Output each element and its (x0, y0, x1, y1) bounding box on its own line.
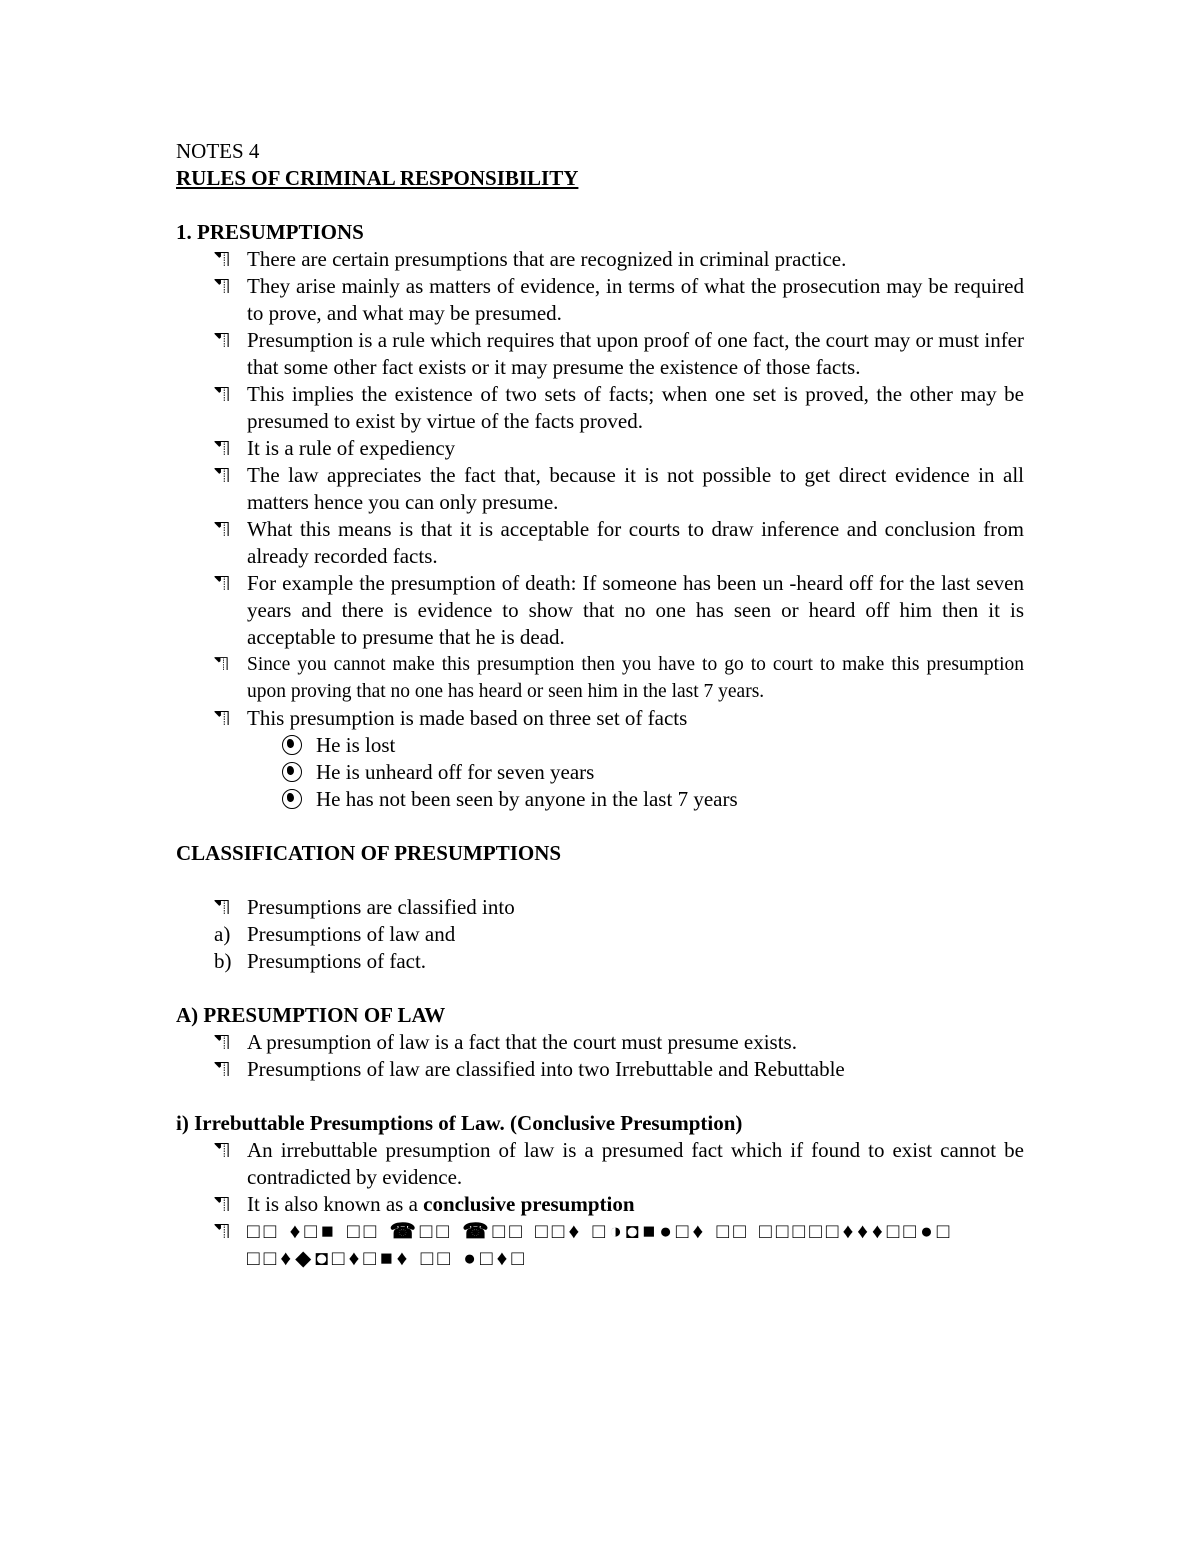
book-bullet-icon: ⛠ (214, 517, 231, 541)
list-item: ⛠ This implies the existence of two sets of facts; when one set is proved, the other may be presumed to exist by virtue of the facts proved. (214, 382, 1024, 433)
list-item: ⛠ It is also known as a conclusive presumption (214, 1192, 635, 1216)
book-bullet-icon: ⛠ (214, 382, 231, 406)
book-bullet-icon: ⛠ (214, 1219, 231, 1243)
book-bullet-icon: ⛠ (214, 895, 231, 919)
notes-label: NOTES 4 (176, 139, 260, 163)
globe-bullet-icon (282, 732, 302, 759)
globe-bullet-icon (282, 786, 302, 813)
list-item: ⛠ This presumption is made based on three set of facts (214, 706, 688, 730)
list-marker: b) (214, 949, 232, 973)
list-item: ⛠ What this means is that it is acceptable for courts to draw inference and conclusion from already recorded facts. (214, 517, 1024, 568)
list-item: ⛠ For example the presumption of death: If someone has been un -heard off for the last seven years and there is evidence to show that no one has seen or heard off him then it is acceptable to presume that he is dead. (214, 571, 1024, 649)
list-item: ⛠ Since you cannot make this presumption then you have to go to court to make this presumption upon proving that no one has heard or seen him in the last 7 years. (176, 651, 1024, 705)
list-item: ⛠ An irrebuttable presumption of law is a presumed fact which if found to exist cannot be contradicted by evidence. (214, 1138, 1024, 1189)
book-bullet-icon: ⛠ (214, 1057, 231, 1081)
globe-bullet-icon (282, 759, 302, 786)
list-marker: a) (214, 922, 231, 946)
list-item: ⛠ The law appreciates the fact that, because it is not possible to get direct evidence in all matters hence you can only presume. (214, 463, 1024, 514)
book-bullet-icon: ⛠ (214, 706, 231, 730)
book-bullet-icon: ⛠ (214, 274, 231, 298)
section-heading-presumptions: 1. PRESUMPTIONS (176, 220, 364, 244)
book-bullet-icon: ⛠ (214, 1138, 231, 1162)
list-item: ⛠ There are certain presumptions that are recognized in criminal practice. (214, 247, 847, 271)
section-heading-irrebuttable: i) Irrebuttable Presumptions of Law. (Conclusive Presumption) (176, 1111, 743, 1135)
book-bullet-icon: ⛠ (214, 654, 230, 675)
sub-list-item: He has not been seen by anyone in the last 7 years (176, 786, 1024, 813)
list-item: ⛠ Presumptions of law are classified into two Irrebuttable and Rebuttable (214, 1057, 845, 1081)
book-bullet-icon: ⛠ (214, 436, 231, 460)
list-item: ⛠ A presumption of law is a fact that the court must presume exists. (214, 1030, 797, 1054)
book-bullet-icon: ⛠ (214, 247, 231, 271)
section-heading-presumption-of-law: A) PRESUMPTION OF LAW (176, 1003, 446, 1027)
book-bullet-icon: ⛠ (214, 571, 231, 595)
book-bullet-icon: ⛠ (214, 328, 231, 352)
list-item: b) Presumptions of fact. (214, 949, 427, 973)
section-heading-classification: CLASSIFICATION OF PRESUMPTIONS (176, 841, 562, 865)
list-item: a) Presumptions of law and (214, 922, 456, 946)
book-bullet-icon: ⛠ (214, 1030, 231, 1054)
list-item: ⛠ Presumption is a rule which requires that upon proof of one fact, the court may or must infer that some other fact exists or it may presume the existence of those facts. (214, 328, 1024, 379)
sub-list-item: He is unheard off for seven years (176, 759, 1024, 786)
book-bullet-icon: ⛠ (214, 1192, 231, 1216)
document-page (176, 138, 1024, 1272)
list-item-garbled: ⛠ □□ ♦□■ □□ ☎□□ ☎□□ □□♦ □◑◘■●□♦ □□ □□□□□♦♦♦□□●□ □□♦◆◘□♦□■♦ □□ ●□♦□ (214, 1219, 954, 1270)
list-item: ⛠ It is a rule of expediency (214, 436, 456, 460)
list-item: ⛠ Presumptions are classified into (214, 895, 515, 919)
book-bullet-icon: ⛠ (214, 463, 231, 487)
page-title: RULES OF CRIMINAL RESPONSIBILITY (176, 166, 579, 190)
sub-list-item: He is lost (176, 732, 1024, 759)
list-item: ⛠ They arise mainly as matters of evidence, in terms of what the prosecution may be required to prove, and what may be presumed. (214, 274, 1024, 325)
